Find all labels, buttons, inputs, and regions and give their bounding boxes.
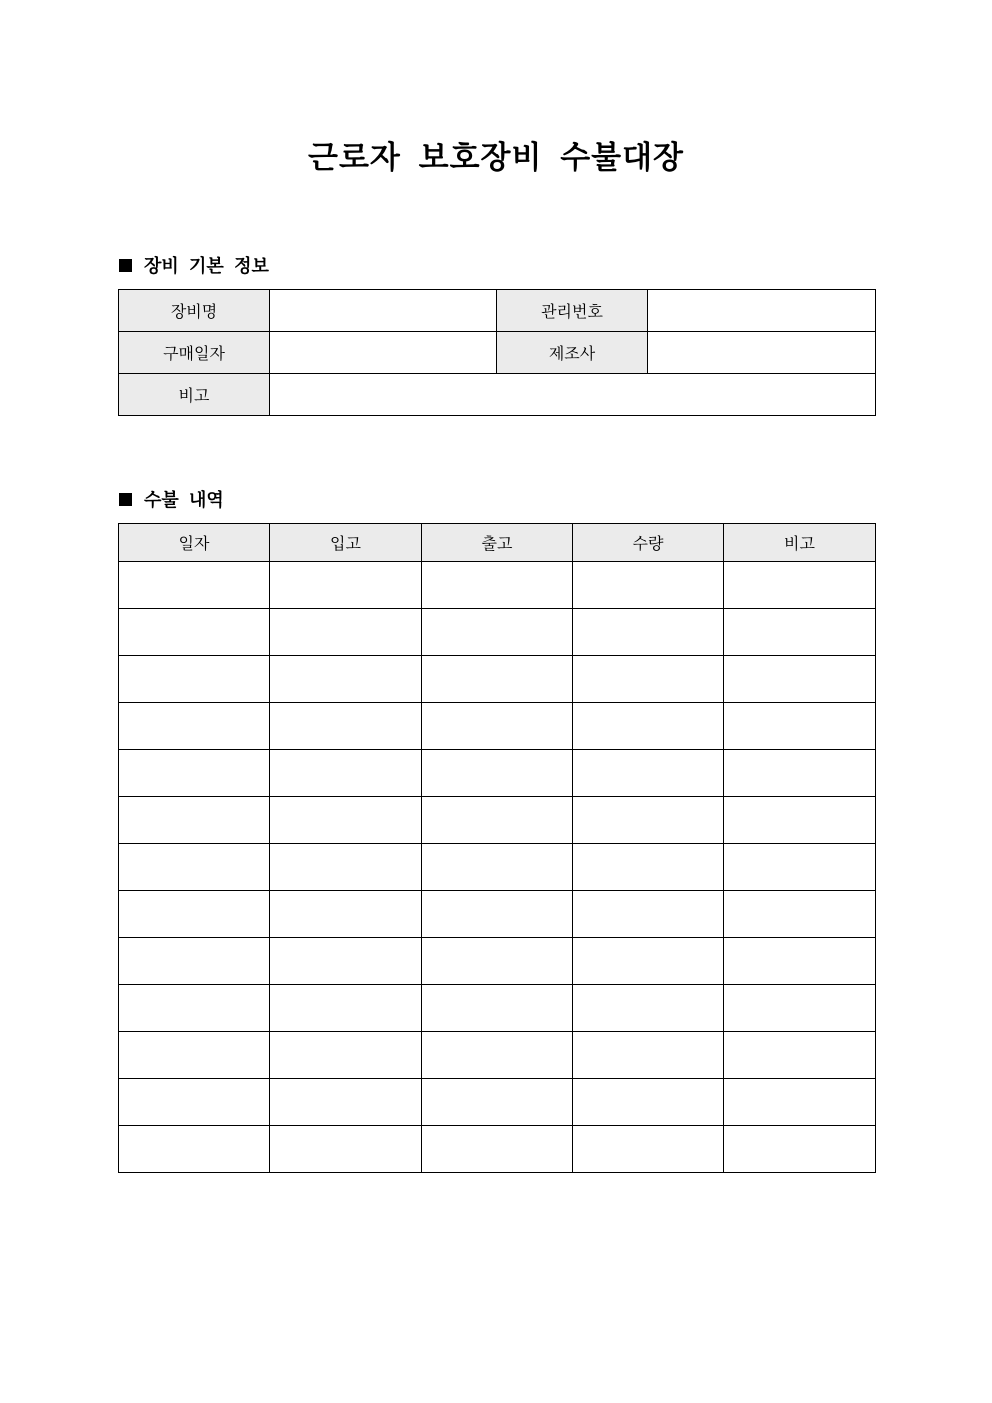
cell-receipt[interactable]	[270, 562, 422, 609]
cell-date[interactable]	[119, 750, 270, 797]
cell-issue[interactable]	[422, 844, 573, 891]
cell-issue[interactable]	[422, 985, 573, 1032]
cell-issue[interactable]	[422, 703, 573, 750]
cell-remarks[interactable]	[724, 1079, 876, 1126]
transactions-heading	[119, 486, 224, 512]
cell-quantity[interactable]	[573, 750, 724, 797]
equipment-info-heading-text: 장비 기본 정보	[144, 256, 269, 277]
table-row	[119, 797, 876, 844]
cell-date[interactable]	[119, 1032, 270, 1079]
cell-issue[interactable]	[422, 1079, 573, 1126]
table-row	[119, 891, 876, 938]
cell-date[interactable]	[119, 891, 270, 938]
equipment-info-table	[118, 289, 876, 416]
cell-remarks[interactable]	[724, 797, 876, 844]
cell-receipt[interactable]	[270, 750, 422, 797]
cell-quantity[interactable]	[573, 1079, 724, 1126]
table-row	[119, 938, 876, 985]
equipment-name-label: 장비명	[119, 290, 270, 332]
column-header-receipt: 입고	[270, 524, 422, 562]
cell-quantity[interactable]	[573, 844, 724, 891]
table-row	[119, 985, 876, 1032]
cell-remarks[interactable]	[724, 985, 876, 1032]
cell-receipt[interactable]	[270, 844, 422, 891]
cell-remarks[interactable]	[724, 891, 876, 938]
cell-remarks[interactable]	[724, 938, 876, 985]
table-row	[119, 609, 876, 656]
cell-remarks[interactable]	[724, 750, 876, 797]
cell-issue[interactable]	[422, 562, 573, 609]
transactions-heading-text: 수불 내역	[144, 490, 224, 511]
transactions-body	[119, 562, 876, 1173]
cell-remarks[interactable]	[724, 1032, 876, 1079]
cell-quantity[interactable]	[573, 656, 724, 703]
cell-receipt[interactable]	[270, 703, 422, 750]
cell-date[interactable]	[119, 1126, 270, 1173]
cell-issue[interactable]	[422, 656, 573, 703]
cell-issue[interactable]	[422, 750, 573, 797]
column-header-remarks: 비고	[724, 524, 876, 562]
table-row	[119, 1126, 876, 1173]
table-row	[119, 750, 876, 797]
equipment-info-heading	[119, 252, 269, 278]
remarks-field[interactable]	[270, 374, 876, 416]
cell-date[interactable]	[119, 703, 270, 750]
purchase-date-label: 구매일자	[119, 332, 270, 374]
document-title: 근로자 보호장비 수불대장	[308, 140, 684, 176]
cell-remarks[interactable]	[724, 609, 876, 656]
table-row	[119, 374, 876, 416]
cell-quantity[interactable]	[573, 797, 724, 844]
cell-quantity[interactable]	[573, 1126, 724, 1173]
table-header-row	[119, 524, 876, 562]
cell-issue[interactable]	[422, 1032, 573, 1079]
cell-receipt[interactable]	[270, 891, 422, 938]
table-row	[119, 844, 876, 891]
purchase-date-field[interactable]	[270, 332, 497, 374]
cell-remarks[interactable]	[724, 656, 876, 703]
cell-quantity[interactable]	[573, 562, 724, 609]
table-row	[119, 1079, 876, 1126]
cell-receipt[interactable]	[270, 1079, 422, 1126]
cell-date[interactable]	[119, 656, 270, 703]
cell-date[interactable]	[119, 797, 270, 844]
cell-quantity[interactable]	[573, 891, 724, 938]
cell-issue[interactable]	[422, 891, 573, 938]
cell-date[interactable]	[119, 844, 270, 891]
cell-receipt[interactable]	[270, 609, 422, 656]
cell-receipt[interactable]	[270, 656, 422, 703]
management-number-field[interactable]	[648, 290, 876, 332]
cell-receipt[interactable]	[270, 1126, 422, 1173]
cell-issue[interactable]	[422, 1126, 573, 1173]
cell-date[interactable]	[119, 1079, 270, 1126]
cell-quantity[interactable]	[573, 609, 724, 656]
cell-remarks[interactable]	[724, 562, 876, 609]
cell-receipt[interactable]	[270, 797, 422, 844]
square-bullet-icon	[119, 259, 132, 272]
table-row	[119, 332, 876, 374]
cell-remarks[interactable]	[724, 844, 876, 891]
cell-date[interactable]	[119, 938, 270, 985]
table-row	[119, 290, 876, 332]
cell-issue[interactable]	[422, 609, 573, 656]
table-row	[119, 656, 876, 703]
manufacturer-field[interactable]	[648, 332, 876, 374]
table-row	[119, 562, 876, 609]
equipment-name-field[interactable]	[270, 290, 497, 332]
remarks-label: 비고	[119, 374, 270, 416]
cell-receipt[interactable]	[270, 985, 422, 1032]
cell-date[interactable]	[119, 985, 270, 1032]
cell-date[interactable]	[119, 562, 270, 609]
transactions-table	[118, 523, 876, 1173]
table-row	[119, 1032, 876, 1079]
table-row	[119, 703, 876, 750]
cell-quantity[interactable]	[573, 985, 724, 1032]
cell-remarks[interactable]	[724, 703, 876, 750]
cell-quantity[interactable]	[573, 1032, 724, 1079]
cell-receipt[interactable]	[270, 1032, 422, 1079]
cell-quantity[interactable]	[573, 703, 724, 750]
cell-receipt[interactable]	[270, 938, 422, 985]
cell-issue[interactable]	[422, 938, 573, 985]
manufacturer-label: 제조사	[497, 332, 648, 374]
column-header-issue: 출고	[422, 524, 573, 562]
management-number-label: 관리번호	[497, 290, 648, 332]
column-header-quantity: 수량	[573, 524, 724, 562]
cell-issue[interactable]	[422, 797, 573, 844]
square-bullet-icon	[119, 493, 132, 506]
cell-quantity[interactable]	[573, 938, 724, 985]
cell-remarks[interactable]	[724, 1126, 876, 1173]
column-header-date: 일자	[119, 524, 270, 562]
cell-date[interactable]	[119, 609, 270, 656]
